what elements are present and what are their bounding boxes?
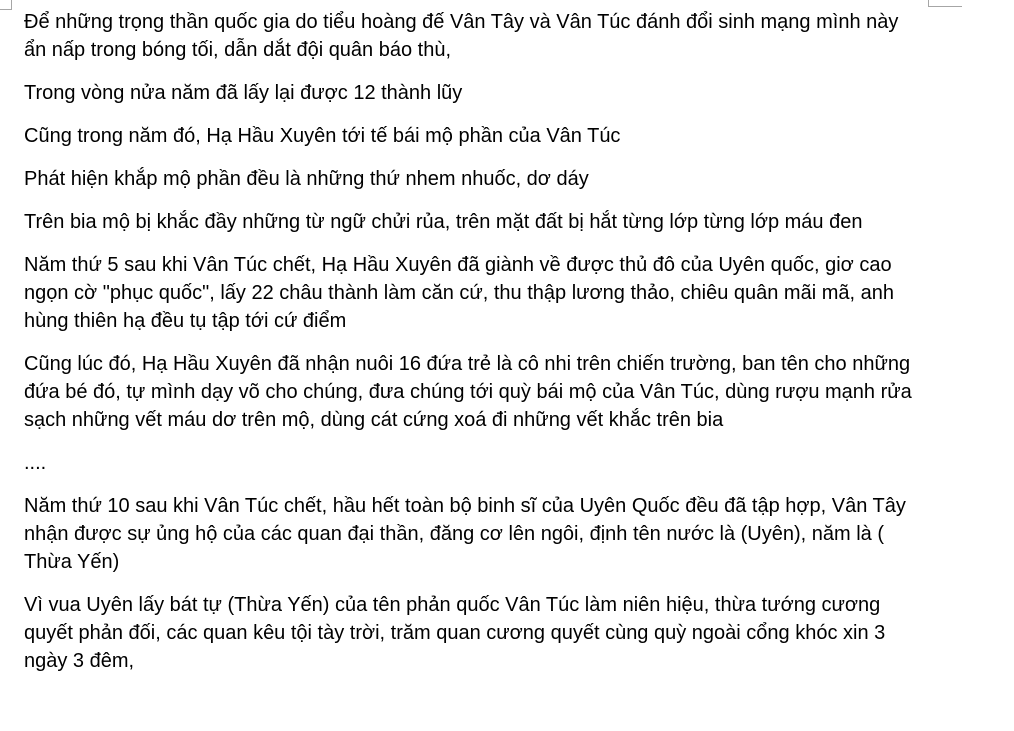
paragraph: Cũng lúc đó, Hạ Hầu Xuyên đã nhận nuôi 16 đứa trẻ là cô nhi trên chiến trường, ban tên cho những đứa bé đó, tự mình dạy võ cho chúng, đưa chúng tới quỳ bái mộ của Vân Túc, dùng rượu mạnh rửa sạch những vết máu dơ trên mộ, dùng cát cứng xoá đi những vết khắc trên bia — [24, 353, 912, 431]
paragraph: Phát hiện khắp mộ phần đều là những thứ nhem nhuốc, dơ dáy — [24, 168, 589, 190]
paragraph: Năm thứ 5 sau khi Vân Túc chết, Hạ Hầu Xuyên đã giành về được thủ đô của Uyên quốc, giơ cao ngọn cờ "phục quốc", lấy 22 châu thành làm căn cứ, thu thập lương thảo, chiêu quân mãi mã, anh hùng thiên hạ đều tụ tập tới cứ điểm — [24, 254, 894, 332]
paragraph: Vì vua Uyên lấy bát tự (Thừa Yến) của tên phản quốc Vân Túc làm niên hiệu, thừa tướng cương quyết phản đối, các quan kêu tội tày trời, trăm quan cương quyết cùng quỳ ngoài cổng khóc xin 3 ngày 3 đêm, — [24, 594, 886, 672]
text-boundary-corner-mark-top-right — [928, 0, 962, 7]
paragraph-ellipsis: .... — [24, 452, 47, 474]
document-text-area[interactable] — [24, 8, 916, 690]
paragraph: Năm thứ 10 sau khi Vân Túc chết, hầu hết toàn bộ binh sĩ của Uyên Quốc đều đã tập hợp, Vân Tây nhận được sự ủng hộ của các quan đại thần, đăng cơ lên ngôi, định tên nước là (Uyên), năm là ( Thừa Yến) — [24, 495, 906, 573]
paragraph: Trong vòng nửa năm đã lấy lại được 12 thành lũy — [24, 82, 463, 104]
paragraph: Cũng trong năm đó, Hạ Hầu Xuyên tới tế bái mộ phần của Vân Túc — [24, 125, 621, 147]
text-boundary-corner-mark-top-left — [0, 0, 12, 10]
paragraph: Trên bia mộ bị khắc đầy những từ ngữ chửi rủa, trên mặt đất bị hắt từng lớp từng lớp máu đen — [24, 211, 863, 233]
paragraph: Để những trọng thần quốc gia do tiểu hoàng đế Vân Tây và Vân Túc đánh đổi sinh mạng mình này ẩn nấp trong bóng tối, dẫn dắt đội quân báo thù, — [24, 11, 899, 61]
